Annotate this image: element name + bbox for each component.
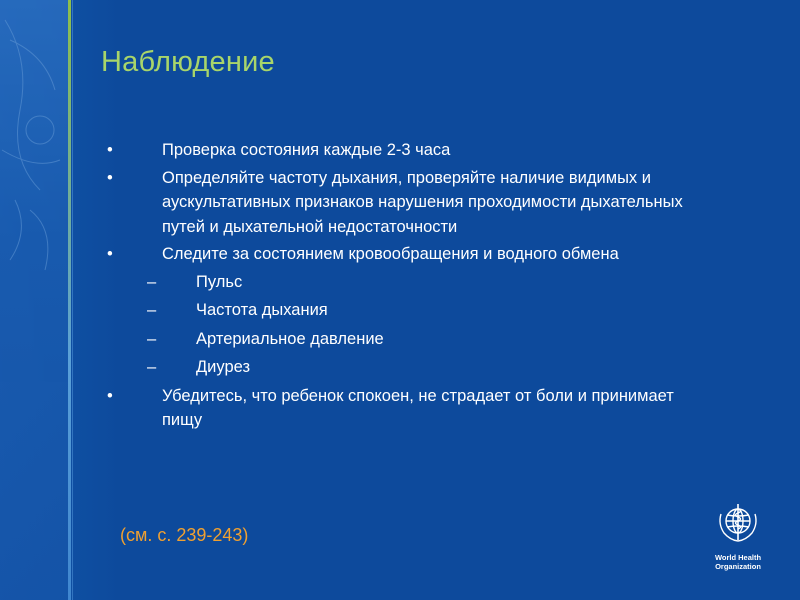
- bullet-icon: •: [107, 141, 113, 159]
- dash-icon: –: [147, 329, 157, 348]
- decorative-sketch-icon: [0, 0, 68, 600]
- bullet-icon: •: [107, 245, 113, 263]
- sub-list-item-text: Диурез: [196, 358, 251, 376]
- list-item-text: Определяйте частоту дыхания, проверяйте наличие видимых и аускультативных признаков нарушения проходимости дыхательных путей и дыхательной недостаточности: [162, 168, 683, 236]
- sub-list-item: [105, 270, 705, 295]
- list-item-text: Убедитесь, что ребенок спокоен, не страдает от боли и принимает пищу: [162, 386, 674, 429]
- list-item: [105, 242, 705, 267]
- who-text: [708, 553, 768, 571]
- divider-line: [68, 0, 71, 600]
- dash-icon: –: [147, 301, 157, 319]
- bullet-icon: •: [107, 386, 113, 405]
- list-item: [105, 384, 705, 433]
- who-text-line2: Organization: [715, 562, 761, 571]
- who-text-line1: World Health: [714, 553, 762, 562]
- who-emblem-icon: [715, 500, 761, 546]
- sub-list-item: [105, 327, 705, 352]
- bullet-list: [105, 138, 705, 436]
- list-item-text: Следите за состоянием кровообращения и водного обмена: [162, 245, 619, 263]
- page-reference: (см. с. 239-243): [120, 525, 249, 545]
- list-item: [105, 138, 705, 163]
- sub-list-item-text: Частота дыхания: [196, 301, 328, 319]
- sub-list-item-text: Артериальное давление: [196, 329, 384, 348]
- dash-icon: –: [147, 358, 157, 376]
- slide-title: Наблюдение: [101, 46, 275, 78]
- dash-icon: –: [147, 272, 157, 291]
- bullet-icon: •: [107, 168, 113, 187]
- who-logo: [708, 500, 768, 572]
- left-decorative-band: [0, 0, 68, 600]
- sub-list-item-text: Пульс: [196, 272, 243, 291]
- list-item: [105, 166, 705, 240]
- divider-line-thin: [72, 0, 73, 600]
- list-item-text: Проверка состояния каждые 2-3 часа: [162, 141, 451, 159]
- sub-list-item: [105, 355, 705, 380]
- sub-list-item: [105, 298, 705, 323]
